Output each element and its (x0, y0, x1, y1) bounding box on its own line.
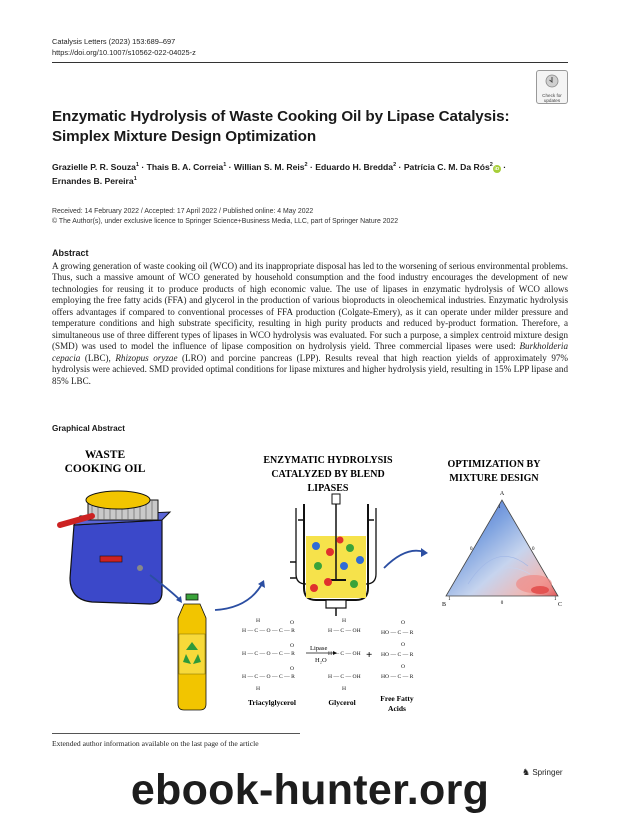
arrow-head (421, 548, 428, 557)
enzymatic-label: LIPASES (307, 483, 349, 494)
separator: · (503, 162, 507, 172)
author-name[interactable]: Grazielle P. R. Souza (52, 162, 136, 172)
svg-text:HO — C — R: HO — C — R (381, 630, 414, 636)
vertex-c-label: C (557, 602, 563, 608)
reactor-illustration (290, 494, 376, 616)
ffa-label: Free Fatty (380, 694, 414, 703)
svg-text:H: H (256, 618, 261, 624)
svg-text:H: H (342, 618, 347, 624)
svg-text:O: O (290, 666, 295, 672)
axis-tick: 1 (448, 597, 451, 602)
ternary-contour-plot (442, 491, 562, 608)
waste-label: WASTE (84, 449, 126, 461)
author-name[interactable]: Patrícia C. M. Da Rós (403, 162, 490, 172)
abstract-heading: Abstract (52, 248, 89, 258)
footnote: Extended author information available on the last page of the article (52, 739, 259, 748)
affiliation-mark: 2 (393, 162, 397, 169)
affiliation-mark: 2 (489, 162, 493, 169)
svg-text:HO — C — R: HO — C — R (381, 674, 414, 680)
reaction-scheme (242, 618, 414, 713)
triacylglycerol-label: Triacylglycerol (247, 698, 297, 707)
axis-tick: 1 (498, 505, 501, 510)
species-name: Burkholderia cepacia (52, 341, 568, 363)
svg-text:H — C — OH: H — C — OH (328, 674, 361, 680)
footnote-rule (52, 733, 300, 734)
check-label-2: updates (543, 98, 561, 103)
svg-text:H — C — O — C — R: H — C — O — C — R (242, 674, 295, 680)
affiliation-mark: 1 (135, 162, 139, 169)
vertex-b-label: B (441, 602, 447, 608)
glycerol-label: Glycerol (328, 698, 356, 707)
axis-tick: 0 (470, 547, 473, 552)
orcid-icon[interactable]: iD (494, 166, 500, 171)
enzymatic-label: CATALYZED BY BLEND (271, 469, 385, 480)
watermark: ebook-hunter.org (130, 766, 490, 814)
svg-text:O: O (401, 620, 406, 626)
plus-sign: + (366, 649, 373, 661)
svg-text:O: O (290, 643, 295, 649)
enzymatic-label: ENZYMATIC HYDROLYSIS (263, 455, 393, 466)
graphical-abstract-heading: Graphical Abstract (52, 424, 125, 433)
vertex-a-label: A (499, 491, 505, 497)
separator: · (141, 162, 145, 172)
journal-citation: Catalysis Letters (2023) 153:689–697 (52, 37, 176, 46)
doi-link[interactable]: https://doi.org/10.1007/s10562-022-04025-z (52, 48, 196, 57)
svg-text:O: O (401, 642, 406, 648)
optimization-label: OPTIMIZATION BY (447, 459, 541, 470)
abstract-part: A growing generation of waste cooking oil (WCO) and its inappropriate disposal has led to the worsening of serious environmental problems. Thus, such a massive amount of WCO generated by household consumption and the food industry encourages the development of new technologies for reusing it to produce products of high economic value. The use of lipases in enzymatic hydrolysis of WCO allows employing the free fatty acids (FFA) and glycerol in the production of various bioproducts in oleochemical industries. Enzymatic hydrolysis offers advantages if compared to conventional processes of FFA production (Colgate-Emery), as it can operate under milder pressure and temperature conditions and high substrate specificity, resulting in high purity products and reduced by-product formation. Therefore, a simultaneous use of three different types of lipases in WCO hydrolysis was evaluated. For such a purpose, a simplex centroid mixture design (SMD) was used to model the influence of lipase composition on hydrolysis yield. Three commercial lipases were used: (52, 261, 568, 352)
axis-tick: 0 (532, 547, 535, 552)
svg-text:O: O (401, 664, 406, 670)
water-label: H₂O (315, 657, 327, 664)
separator: · (228, 162, 232, 172)
copyright-line: © The Author(s), under exclusive licence to Springer Science+Business Media, LLC, part of Springer Nature 2022 (52, 218, 399, 225)
article-title: Enzymatic Hydrolysis of Waste Cooking Oil by Lipase Catalysis: Simplex Mixture Design Optimization (52, 108, 510, 145)
species-name: Rhizopus oryzae (115, 352, 178, 363)
axis-tick: 0 (500, 601, 504, 606)
lipase-label: Lipase (310, 645, 328, 652)
publisher-name: Springer (532, 768, 563, 777)
affiliation-mark: 1 (133, 176, 137, 183)
abstract-part: (LRO) and porcine pancreas (LPP). Results reveal that high reaction yields of approximately 97% hydrolysis were achieved. SMD provided optimal conditions for lipase mixtures and higher hydrolysis yield, resulting in 15% LPP lipase and 85% LBC. (52, 352, 568, 386)
oil-bottle-illustration (178, 594, 206, 710)
history-dates: Received: 14 February 2022 / Accepted: 17 April 2022 / Published online: 4 May 2022 (52, 208, 314, 215)
flow-arrow (215, 584, 262, 610)
axis-tick: 1 (554, 597, 557, 602)
arrow-head (258, 580, 265, 588)
svg-text:H — C — OH: H — C — OH (328, 651, 361, 657)
separator: · (398, 162, 402, 172)
affiliation-mark: 2 (304, 162, 308, 169)
ffa-label: Acids (388, 704, 406, 713)
deep-fryer-illustration (60, 491, 170, 604)
optimization-label: MIXTURE DESIGN (449, 473, 539, 484)
abstract-part: (LBC), (80, 352, 116, 363)
check-label-1: Check for (542, 93, 562, 98)
waste-label: COOKING OIL (64, 463, 146, 475)
svg-text:H: H (342, 686, 347, 692)
svg-text:HO — C — R: HO — C — R (381, 652, 414, 658)
author-name[interactable]: Ernandes B. Pereira (52, 176, 134, 186)
svg-text:H — C — O — C — R: H — C — O — C — R (242, 628, 295, 634)
separator: · (309, 162, 313, 172)
author-name[interactable]: Thais B. A. Correia (146, 162, 224, 172)
flow-arrow (384, 551, 424, 568)
svg-text:H — C — OH: H — C — OH (328, 628, 361, 634)
affiliation-mark: 1 (223, 162, 227, 169)
author-name[interactable]: Eduardo H. Bredda (315, 162, 394, 172)
svg-text:H — C — O — C — R: H — C — O — C — R (242, 651, 295, 657)
svg-text:H: H (256, 686, 261, 692)
springer-horse-icon: ♞ (522, 767, 531, 777)
svg-text:O: O (290, 620, 295, 626)
author-name[interactable]: Willian S. M. Reis (233, 162, 305, 172)
